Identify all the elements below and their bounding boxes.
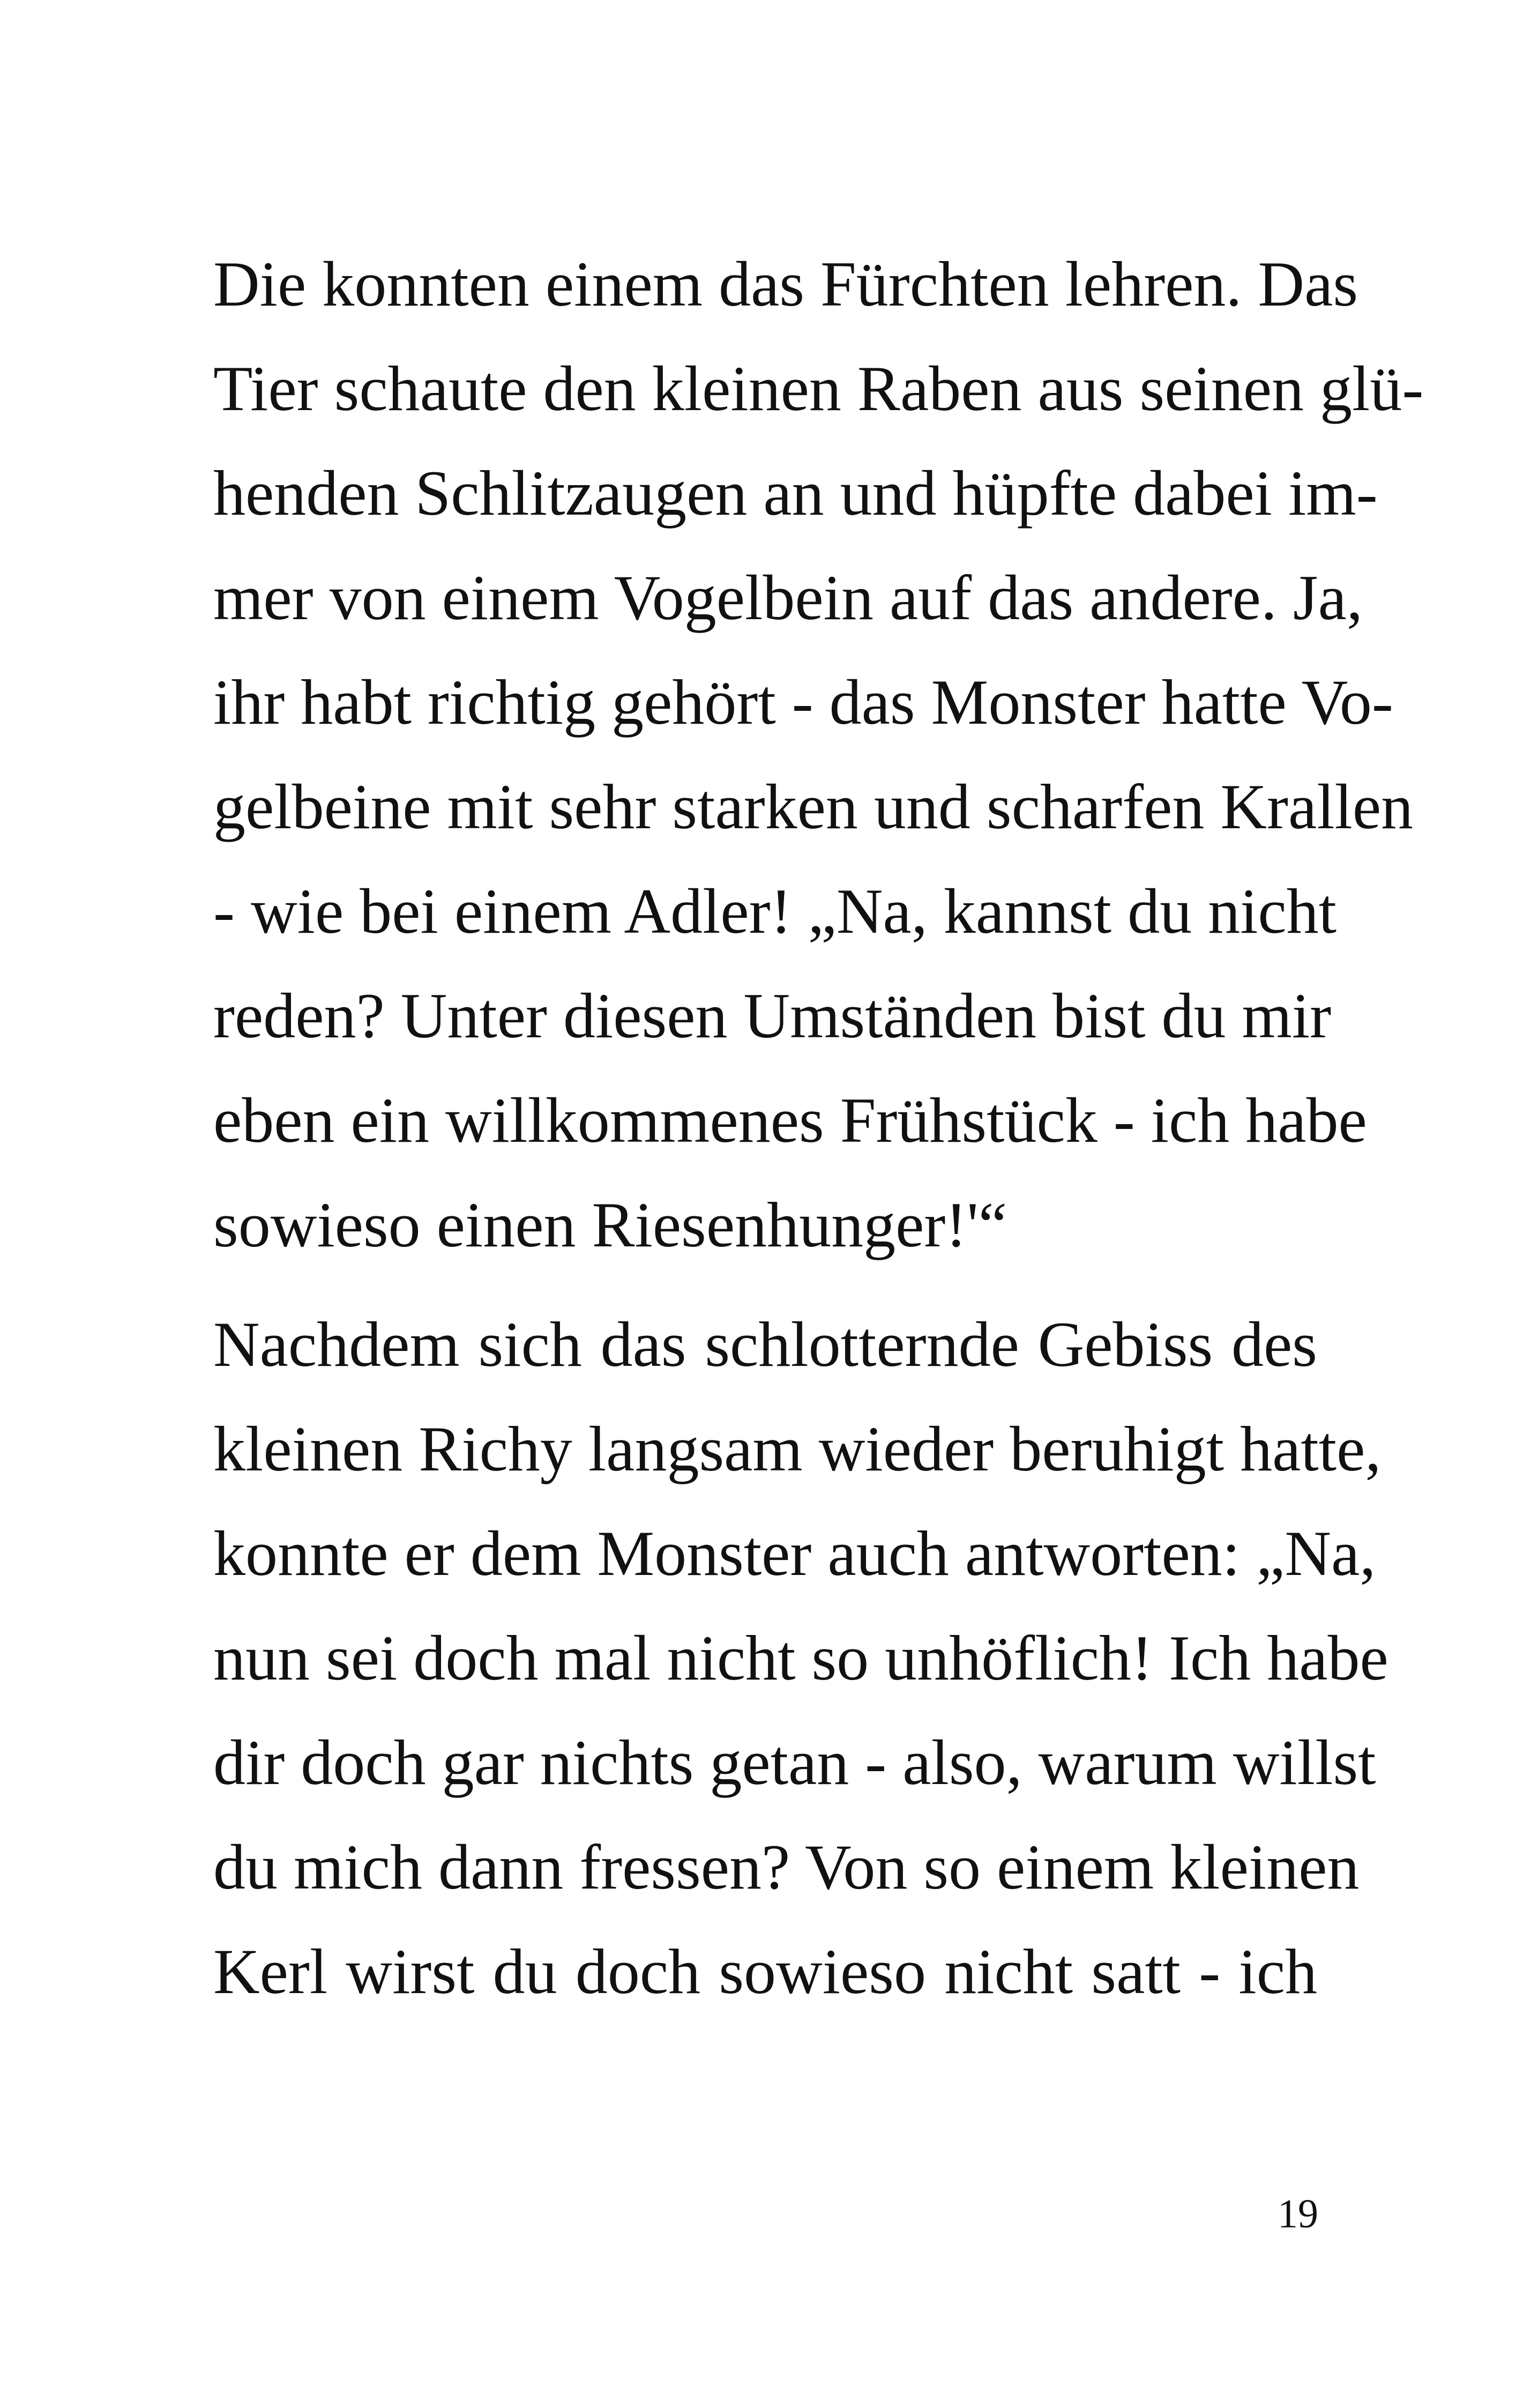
text-line: gelbeine mit sehr starken und scharfen Krallen xyxy=(213,771,1414,842)
text-line: Die konnten einem das Fürchten lehren. Das xyxy=(213,248,1358,319)
text-line: ihr habt richtig gehört - das Monster hatte Vo- xyxy=(213,666,1393,738)
text-line: Tier schaute den kleinen Raben aus seinen glü- xyxy=(213,353,1424,424)
page-number: 19 xyxy=(1278,2191,1318,2236)
text-line: reden? Unter diesen Umständen bist du mir xyxy=(213,980,1332,1051)
text-line: mer von einem Vogelbein auf das andere. Ja, xyxy=(213,562,1363,633)
text-line: konnte er dem Monster auch antworten: „Na, xyxy=(213,1518,1376,1589)
paragraph-1 xyxy=(213,232,1424,1277)
text-line: Nachdem sich das schlotternde Gebiss des xyxy=(213,1309,1317,1380)
paragraph-2 xyxy=(213,1292,1388,2024)
text-line: du mich dann fressen? Von so einem kleinen xyxy=(213,1831,1360,1902)
text-line: kleinen Richy langsam wieder beruhigt hatte, xyxy=(213,1413,1382,1484)
text-line: eben ein willkommenes Frühstück - ich habe xyxy=(213,1084,1367,1156)
text-line: sowieso einen Riesenhunger!'“ xyxy=(213,1189,1007,1260)
text-line: nun sei doch mal nicht so unhöflich! Ich habe xyxy=(213,1622,1388,1693)
text-line: Kerl wirst du doch sowieso nicht satt - ich xyxy=(213,1936,1317,2007)
text-line: henden Schlitzaugen an und hüpfte dabei im- xyxy=(213,457,1378,529)
text-line: - wie bei einem Adler! „Na, kannst du nicht xyxy=(213,875,1337,947)
text-line: dir doch gar nichts getan - also, warum willst xyxy=(213,1727,1376,1798)
